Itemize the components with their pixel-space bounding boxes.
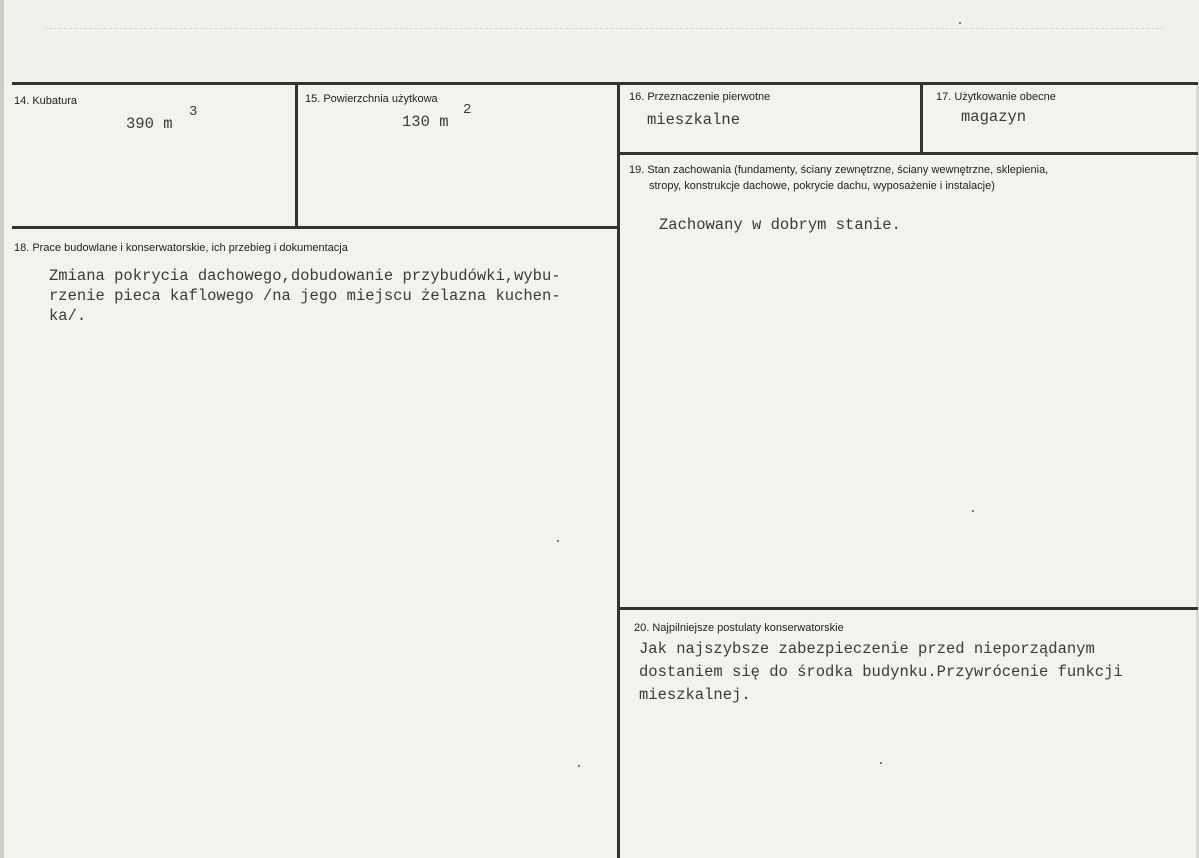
paper-speck	[959, 22, 961, 24]
paper-speck	[557, 540, 559, 542]
field-18-line: rzenie pieca kaflowego /na jego miejscu żelazna kuchen-	[49, 287, 561, 305]
paper-speck	[578, 765, 580, 767]
rule-16-17-bottom	[618, 152, 1198, 155]
field-18-label: 18. Prace budowlane i konserwatorskie, ich przebieg i dokumentacja	[14, 242, 348, 254]
field-14-exponent: 3	[189, 104, 198, 120]
field-20-line: mieszkalnej.	[639, 686, 751, 704]
field-16-label: 16. Przeznaczenie pierwotne	[629, 91, 771, 103]
field-20-label: 20. Najpilniejsze postulaty konserwatorskie	[634, 622, 844, 634]
rule-14-15-bottom	[12, 226, 620, 229]
rule-top	[12, 82, 1198, 85]
top-margin	[4, 0, 1199, 82]
divider-16-17	[920, 83, 923, 154]
field-15-exponent: 2	[463, 102, 472, 118]
field-17-label: 17. Użytkowanie obecne	[936, 91, 1056, 103]
field-16-value: mieszkalne	[647, 111, 741, 129]
field-17-value: magazyn	[961, 108, 1027, 126]
field-20-value	[639, 638, 1123, 707]
field-15-label: 15. Powierzchnia użytkowa	[305, 93, 438, 105]
field-15-value: 130 m	[402, 113, 449, 131]
paper-speck	[972, 510, 974, 512]
field-18-value	[49, 266, 561, 326]
field-19-value: Zachowany w dobrym stanie.	[659, 216, 901, 234]
field-20-line: Jak najszybsze zabezpieczenie przed nieporządanym	[639, 640, 1095, 658]
field-14-label: 14. Kubatura	[14, 95, 77, 107]
faint-dashed-line	[44, 28, 1164, 31]
paper-speck	[880, 762, 882, 764]
field-18-line: Zmiana pokrycia dachowego,dobudowanie przybudówki,wybu-	[49, 267, 561, 285]
field-19-label-line2: stropy, konstrukcje dachowe, pokrycie dachu, wyposażenie i instalacje)	[649, 180, 995, 192]
divider-14-15	[295, 83, 298, 228]
field-20-line: dostaniem się do środka budynku.Przywrócenie funkcji	[639, 663, 1123, 681]
rule-19-bottom	[618, 607, 1198, 610]
divider-center	[617, 83, 620, 858]
field-19-label-line1: 19. Stan zachowania (fundamenty, ściany zewnętrzne, ściany wewnętrzne, sklepienia,	[629, 164, 1049, 176]
field-18-line: ka/.	[49, 307, 87, 325]
field-14-value: 390 m	[126, 115, 173, 133]
